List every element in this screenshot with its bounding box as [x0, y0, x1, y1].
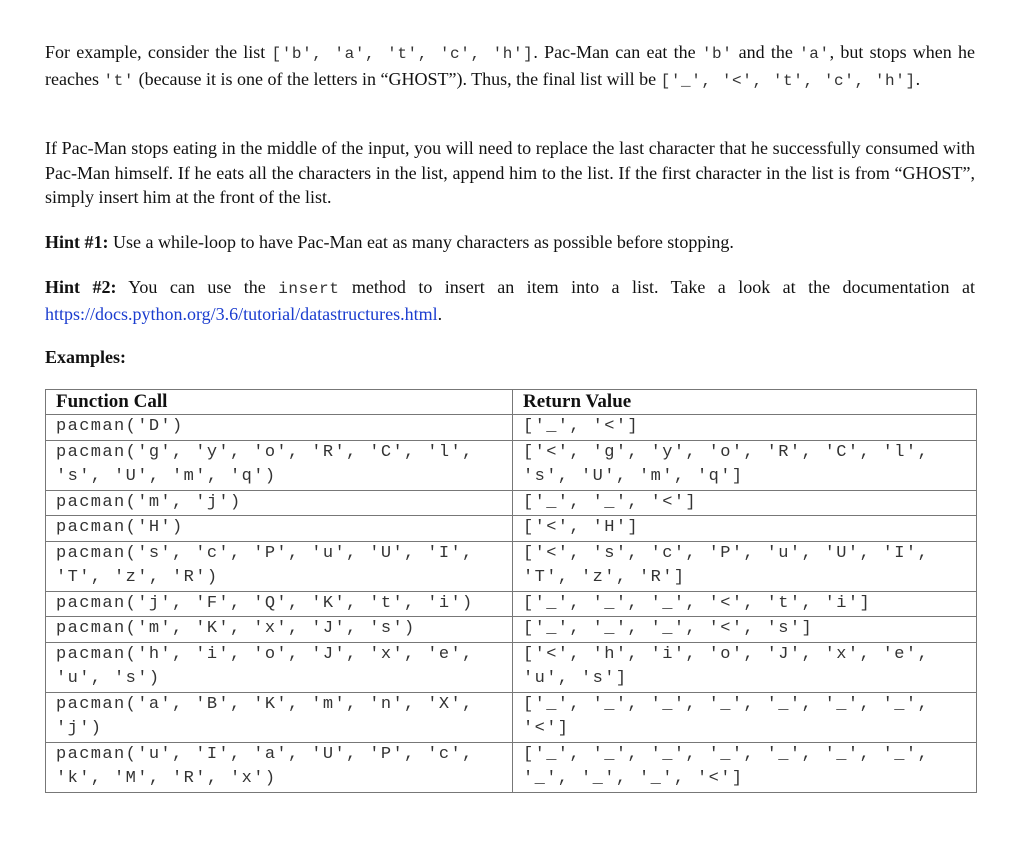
- table-row: [46, 742, 977, 792]
- return-value-cell: [513, 415, 977, 441]
- cell-line: ['_', '_', '_', '_', '_', '_', '_',: [523, 694, 930, 714]
- hint-label: Hint #2:: [45, 277, 117, 297]
- return-value-cell: [513, 591, 977, 617]
- cell-line: '<']: [523, 719, 570, 738]
- text: method to insert an item into a list. Take a look at the documentation at: [339, 277, 975, 297]
- code: 't': [103, 71, 135, 90]
- cell-line: 's', 'U', 'm', 'q'): [56, 467, 277, 486]
- text: For example, consider the list: [45, 42, 272, 62]
- table-header-row: [46, 390, 977, 415]
- code: insert: [278, 280, 340, 298]
- cell-line: pacman('g', 'y', 'o', 'R', 'C', 'l',: [56, 442, 474, 462]
- table-row: [46, 516, 977, 542]
- function-call-cell: [46, 591, 513, 617]
- table-row: [46, 617, 977, 643]
- return-value-cell: [513, 617, 977, 643]
- return-value-cell: [513, 642, 977, 692]
- docs-link[interactable]: https://docs.python.org/3.6/tutorial/datastructures.html: [45, 303, 438, 324]
- cell-line: ['<', 's', 'c', 'P', 'u', 'U', 'I',: [523, 543, 930, 563]
- hint-2: [45, 275, 975, 326]
- function-call-cell: [46, 617, 513, 643]
- return-value-cell: [513, 490, 977, 516]
- hint-text: Use a while-loop to have Pac-Man eat as many characters as possible before stopping.: [108, 232, 734, 252]
- function-call-cell: [46, 541, 513, 591]
- cell-line: 'u', 's'): [56, 669, 161, 688]
- hint-1: [45, 230, 975, 255]
- table-row: [46, 490, 977, 516]
- cell-line: 'T', 'z', 'R']: [523, 568, 686, 587]
- text: You can use the: [116, 277, 279, 297]
- cell-line: 'j'): [56, 719, 103, 738]
- cell-line: 'u', 's']: [523, 669, 628, 688]
- return-value-cell: [513, 516, 977, 542]
- examples-heading: Examples:: [45, 347, 126, 367]
- table-row: [46, 415, 977, 441]
- cell-line: ['<', 'h', 'i', 'o', 'J', 'x', 'e',: [523, 644, 930, 664]
- cell-line: pacman('s', 'c', 'P', 'u', 'U', 'I',: [56, 543, 474, 563]
- cell-line: 's', 'U', 'm', 'q']: [523, 467, 744, 486]
- text: and the: [732, 42, 800, 62]
- cell-line: 'T', 'z', 'R'): [56, 568, 219, 587]
- cell-line: ['_', '_', '_', '<', 's']: [523, 619, 814, 638]
- table-row: [46, 591, 977, 617]
- table-row: [46, 642, 977, 692]
- table-row: [46, 692, 977, 742]
- return-value-cell: [513, 692, 977, 742]
- cell-line: pacman('H'): [56, 518, 184, 537]
- rules-paragraph: If Pac-Man stops eating in the middle of the input, you will need to replace the last character that he successfully consumed with Pac-Man himself. If he eats all the characters in the list, append him to the list. If the first character in the list is from “GHOST”, simply insert him at the front of the list.: [45, 138, 975, 207]
- cell-line: pacman('u', 'I', 'a', 'U', 'P', 'c',: [56, 744, 474, 764]
- example-paragraph: [45, 40, 975, 93]
- return-value-cell: [513, 742, 977, 792]
- cell-line: pacman('j', 'F', 'Q', 'K', 't', 'i'): [56, 593, 474, 613]
- function-call-cell: [46, 490, 513, 516]
- cell-line: 'k', 'M', 'R', 'x'): [56, 769, 277, 788]
- return-value-cell: [513, 440, 977, 490]
- cell-line: pacman('a', 'B', 'K', 'm', 'n', 'X',: [56, 694, 474, 714]
- header-return-value: Return Value: [513, 390, 977, 415]
- cell-line: ['<', 'g', 'y', 'o', 'R', 'C', 'l',: [523, 442, 930, 462]
- function-call-cell: [46, 440, 513, 490]
- cell-line: ['_', '_', '<']: [523, 492, 698, 512]
- text: .: [437, 303, 443, 324]
- cell-line: ['<', 'H']: [523, 518, 640, 537]
- table-row: [46, 440, 977, 490]
- function-call-cell: [46, 516, 513, 542]
- cell-line: pacman('D'): [56, 417, 184, 436]
- cell-line: pacman('h', 'i', 'o', 'J', 'x', 'e',: [56, 644, 474, 664]
- code: ['b', 'a', 't', 'c', 'h']: [271, 45, 534, 63]
- examples-table: [45, 389, 977, 793]
- cell-line: ['_', '<']: [523, 417, 640, 436]
- header-function-call: Function Call: [46, 390, 513, 415]
- hint-label: Hint #1:: [45, 232, 109, 252]
- cell-line: ['_', '_', '_', '_', '_', '_', '_',: [523, 744, 930, 764]
- function-call-cell: [46, 415, 513, 441]
- function-call-cell: [46, 642, 513, 692]
- table-row: [46, 541, 977, 591]
- code: 'b': [701, 45, 733, 63]
- code: 'a': [799, 45, 830, 63]
- text: (because it is one of the letters in “GHOST”). Thus, the final list will be: [134, 68, 661, 89]
- cell-line: ['_', '_', '_', '<', 't', 'i']: [523, 593, 872, 613]
- text: , but stops when he reaches: [45, 42, 975, 89]
- function-call-cell: [46, 692, 513, 742]
- cell-line: pacman('m', 'j'): [56, 492, 242, 512]
- text: .: [915, 68, 921, 89]
- text: . Pac-Man can eat the: [533, 42, 702, 62]
- function-call-cell: [46, 742, 513, 792]
- return-value-cell: [513, 541, 977, 591]
- cell-line: '_', '_', '_', '<']: [523, 769, 744, 788]
- code: ['_', '<', 't', 'c', 'h']: [660, 71, 916, 90]
- cell-line: pacman('m', 'K', 'x', 'J', 's'): [56, 619, 416, 638]
